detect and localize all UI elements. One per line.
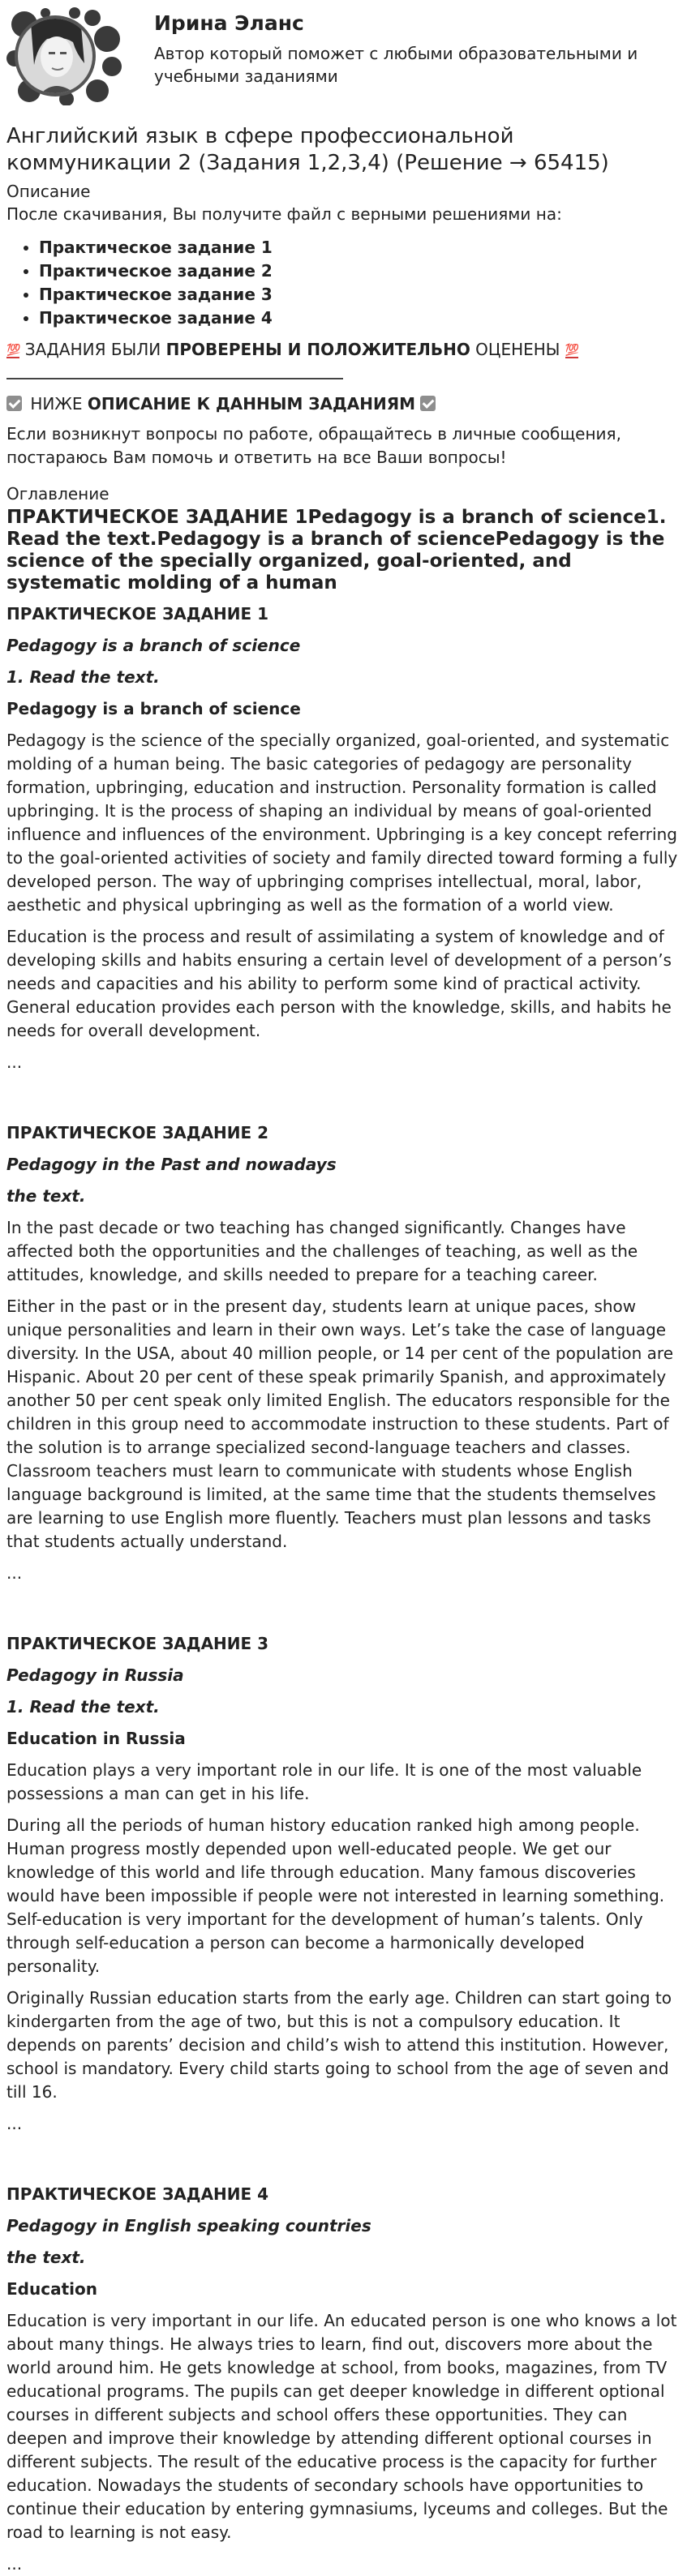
task-section-4 bbox=[6, 2183, 681, 2576]
questions-note: Если возникнут вопросы по работе, обращайтесь в личные сообщения, постараюсь Вам помочь и ответить на все Ваши вопросы! bbox=[6, 424, 621, 467]
check-mark-icon bbox=[420, 396, 436, 411]
below-notice bbox=[6, 392, 681, 416]
task-paragraph: During all the periods of human history education ranked high among people. Human progress mostly depended upon well-educated people. We get our knowledge of this world and life through education. Many famous discoveries would have been impossible if people were not interested in learning something. Self-education is very important for the development of human’s talents. Only through self-education a person can become a harmonically developed personality. bbox=[6, 1815, 665, 1976]
author-name[interactable]: Ирина Эланс bbox=[154, 11, 304, 35]
task-ellipsis: ... bbox=[6, 2114, 23, 2133]
task-instruction: the text. bbox=[6, 2248, 86, 2267]
task-section-1 bbox=[6, 602, 681, 1074]
author-avatar[interactable] bbox=[6, 6, 125, 105]
task-heading: ПРАКТИЧЕСКОЕ ЗАДАНИЕ 3 bbox=[6, 1634, 269, 1653]
avatar-image bbox=[6, 6, 125, 105]
task-section-2 bbox=[6, 1121, 681, 1585]
author-description: Автор который поможет с любыми образовательными и учебными заданиями bbox=[154, 44, 638, 86]
task-paragraph: Education plays a very important role in our life. It is one of the most valuable possessions a man can get in his life. bbox=[6, 1760, 642, 1803]
task-text-title: Pedagogy is a branch of science bbox=[6, 699, 301, 718]
checked-notice-bold: ПРОВЕРЕНЫ И ПОЛОЖИТЕЛЬНО bbox=[165, 340, 470, 359]
author-info bbox=[154, 6, 681, 88]
hundred-points-icon: 💯 bbox=[6, 344, 20, 357]
author-card bbox=[6, 0, 681, 117]
task-paragraph: Education is the process and result of assimilating a system of knowledge and of developing skills and habits ensuring a certain level of development of a person’s needs and capacities and his ability to perform some kind of practical activity. General education provides each person with the knowledge, skills, and habits he needs for overall development. bbox=[6, 927, 672, 1040]
task-instruction: the text. bbox=[6, 1186, 86, 1206]
task-heading: ПРАКТИЧЕСКОЕ ЗАДАНИЕ 2 bbox=[6, 1123, 269, 1142]
divider bbox=[6, 378, 343, 379]
task-subtitle: Pedagogy in Russia bbox=[6, 1665, 184, 1685]
task-text-title: Education bbox=[6, 2279, 97, 2299]
checked-notice-post: ОЦЕНЕНЫ bbox=[470, 340, 565, 359]
task-instruction: 1. Read the text. bbox=[6, 667, 160, 687]
task-paragraph: In the past decade or two teaching has changed significantly. Changes have affected both the opportunities and the challenges of teaching, as well as the attitudes, knowledge, and skills needed to prepare for a teaching career. bbox=[6, 1218, 638, 1284]
task-ellipsis: ... bbox=[6, 2554, 23, 2574]
task-heading: ПРАКТИЧЕСКОЕ ЗАДАНИЕ 4 bbox=[6, 2184, 269, 2204]
task-text-title: Education in Russia bbox=[6, 1729, 186, 1748]
task-heading: ПРАКТИЧЕСКОЕ ЗАДАНИЕ 1 bbox=[6, 604, 269, 624]
checked-notice-pre: ЗАДАНИЯ БЫЛИ bbox=[19, 340, 166, 359]
hundred-points-icon: 💯 bbox=[565, 344, 579, 357]
toc-heading: ПРАКТИЧЕСКОЕ ЗАДАНИЕ 1Pedagogy is a branch of science1. Read the text.Pedagogy is a branch of sciencePedagogy is the science of the specially organized, goal-oriented, and systematic molding of a human bbox=[6, 507, 667, 594]
task-ellipsis: ... bbox=[6, 1563, 23, 1583]
document-title: Английский язык в сфере профессиональной коммуникации 2 (Задания 1,2,3,4) (Решение → 65415) bbox=[6, 124, 609, 175]
task-list-item: • Практическое задание 4 bbox=[39, 306, 681, 330]
check-mark-icon bbox=[6, 396, 22, 411]
task-paragraph: Education is very important in our life. An educated person is one who knows a lot about many things. He always tries to learn, find out, discovers more about the world around him. He gets knowledge at school, from books, magazines, from TV educational programs. The pupils can get deeper knowledge in different optional courses in different subjects and school offers these opportunities. They can deepen and improve their knowledge by attending different optional courses in different subjects. The result of the educative process is the capacity for further education. Nowadays the students of secondary schools have opportunities to continue their education by entering gymnasiums, lyceums and colleges. But the road to learning is not easy. bbox=[6, 2311, 677, 2542]
task-subtitle: Pedagogy in the Past and nowadays bbox=[6, 1155, 337, 1174]
task-section-3 bbox=[6, 1632, 681, 2136]
task-ellipsis: ... bbox=[6, 1052, 23, 1072]
task-subtitle: Pedagogy in English speaking countries bbox=[6, 2216, 371, 2235]
task-list-item: • Практическое задание 3 bbox=[39, 283, 681, 306]
task-paragraph: Pedagogy is the science of the specially organized, goal-oriented, and systematic molding of a human being. The basic categories of pedagogy are personality formation, upbringing, education and instruction. Personality formation is called upbringing. It is the process of shaping an individual by means of goal-oriented influence and influences of the environment. Upbringing is a key concept referring to the goal-oriented activities of society and family directed toward forming a fully developed person. The way of upbringing comprises intellectual, moral, labor, aesthetic and physical upbringing as well as the formation of a world view. bbox=[6, 731, 678, 915]
task-instruction: 1. Read the text. bbox=[6, 1697, 160, 1717]
task-list-item: • Практическое задание 2 bbox=[39, 259, 681, 283]
task-paragraph: Either in the past or in the present day, students learn at unique paces, show unique personalities and learn in their own ways. Let’s take the case of language diversity. In the USA, about 40 million people, or 14 per cent of the population are Hispanic. About 20 per cent of these speak primarily Spanish, and approximately another 50 per cent speak only limited English. The educators responsible for the children in this group need to accommodate instruction to these students. Part of the solution is to arrange specialized second-language teachers and classes. Classroom teachers must learn to communicate with students whose English language background is limited, at the same time that the students themselves are learning to use English more fluently. Teachers must plan lessons and tasks that students actually understand. bbox=[6, 1297, 674, 1551]
task-paragraph: Originally Russian education starts from the early age. Children can start going to kindergarten from the age of two, but this is not a compulsory education. It depends on parents’ decision and child’s wish to attend this institution. However, school is mandatory. Every child starts going to school from the age of seven and till 16. bbox=[6, 1988, 672, 2102]
checked-notice bbox=[6, 338, 681, 362]
toc-label: Оглавление bbox=[6, 484, 109, 504]
download-intro: После скачивания, Вы получите файл с верными решениями на: bbox=[6, 204, 562, 224]
description-label: Описание bbox=[6, 182, 91, 201]
task-list bbox=[6, 236, 681, 330]
task-subtitle: Pedagogy is a branch of science bbox=[6, 636, 301, 655]
below-notice-pre: НИЖЕ bbox=[25, 394, 88, 414]
task-list-item: • Практическое задание 1 bbox=[39, 236, 681, 259]
below-notice-bold: ОПИСАНИЕ К ДАННЫМ ЗАДАНИЯМ bbox=[87, 394, 416, 414]
